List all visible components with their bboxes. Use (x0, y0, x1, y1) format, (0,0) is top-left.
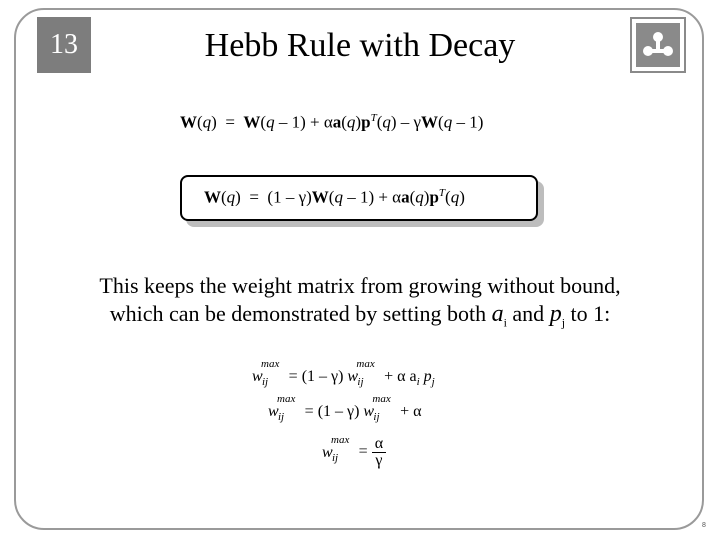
sub-a: i (503, 315, 507, 330)
network-logo-icon (630, 17, 686, 73)
boxed-equation: $W(q) = (1 - \gamma)W(q - 1) + \alpha a(q)p^T(q)$ (204, 187, 465, 207)
alpha-over-gamma-fraction: $\frac{\alpha}{\gamma}$ (372, 436, 386, 469)
para-line-1: This keeps the weight matrix from growing without bound, (99, 273, 621, 298)
max-equation-1: w max ij = (1 – γ) w max ij + α $a_i$ $p_j$ (252, 358, 435, 389)
max-equation-2: w max ij = (1 – γ) w max ij + α (268, 393, 422, 423)
max-equation-3: w max ij = $\frac{\alpha}{\gamma}$ (322, 436, 386, 469)
var-a: a (491, 301, 504, 327)
para-line-2a: which can be demonstrated by setting both (109, 301, 492, 326)
page-footer-number: 8 (702, 522, 706, 529)
explanation-paragraph (40, 272, 680, 336)
para-line-2c: to 1: (565, 301, 611, 326)
slide-title: Hebb Rule with Decay (204, 27, 516, 64)
hebb-decay-equation: $W(q) = W(q - 1) + \alpha a(q)p^T(q) - \gamma W(q - 1)$ (180, 112, 484, 132)
sub-p: j (561, 315, 566, 330)
slide-number-badge: 13 (37, 17, 91, 73)
var-p: p (549, 301, 562, 327)
eq1-lhs-w: W (180, 112, 197, 132)
para-line-2b: and (506, 301, 550, 326)
